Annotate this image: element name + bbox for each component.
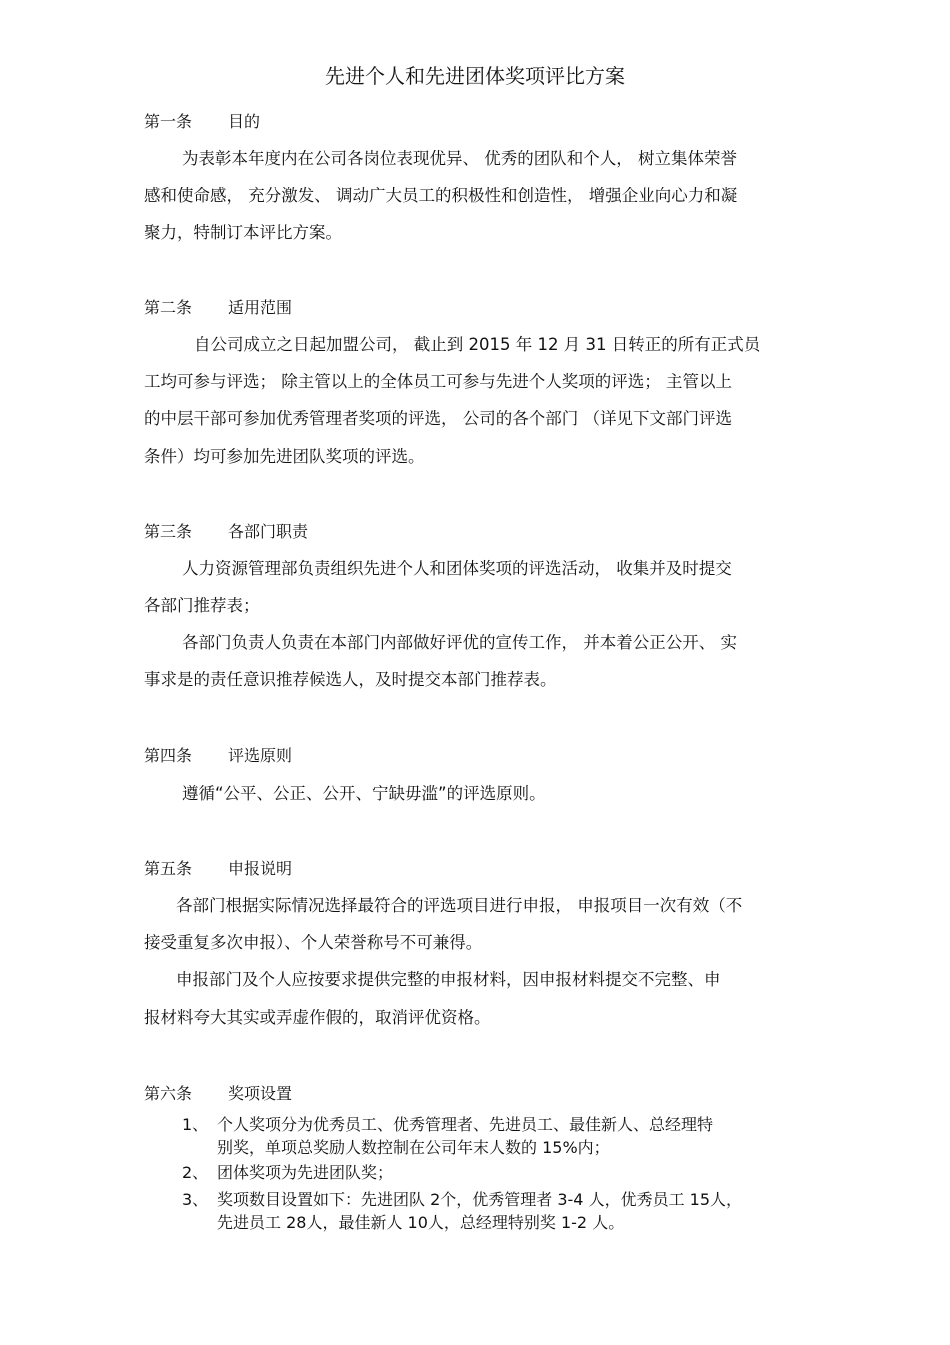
list-item-number: 1、 bbox=[182, 1115, 209, 1134]
section-number: 第一条 bbox=[144, 112, 193, 131]
paragraph-line: 为表彰本年度内在公司各岗位表现优异、 优秀的团队和个人， 树立集体荣誉 bbox=[182, 149, 737, 168]
section-name: 适用范围 bbox=[228, 298, 293, 317]
paragraph-line: 遵循“公平、公正、公开、宁缺毋滥”的评选原则。 bbox=[182, 784, 546, 803]
paragraph-line: 各部门推荐表； bbox=[144, 596, 260, 615]
section-number: 第二条 bbox=[144, 298, 193, 317]
paragraph-line: 报材料夸大其实或弄虚作假的，取消评优资格。 bbox=[144, 1008, 491, 1027]
paragraph-line: 聚力，特制订本评比方案。 bbox=[144, 223, 342, 242]
section-number: 第四条 bbox=[144, 746, 193, 765]
paragraph-line: 条件）均可参加先进团队奖项的评选。 bbox=[144, 447, 425, 466]
paragraph-line: 的中层干部可参加优秀管理者奖项的评选， 公司的各个部门 （详见下文部门评选 bbox=[144, 409, 732, 428]
section-number: 第三条 bbox=[144, 522, 193, 541]
section-number: 第五条 bbox=[144, 859, 193, 878]
list-item-number: 3、 bbox=[182, 1190, 209, 1209]
paragraph-line: 自公司成立之日起加盟公司， 截止到 2015 年 12 月 31 日转正的所有正式员 bbox=[194, 335, 761, 354]
document-title: 先进个人和先进团体奖项评比方案 bbox=[325, 64, 625, 88]
section-heading-5 bbox=[144, 857, 292, 881]
list-item-line: 个人奖项分为优秀员工、优秀管理者、先进员工、最佳新人、总经理特 bbox=[217, 1115, 714, 1134]
section-heading-3 bbox=[144, 520, 308, 544]
section-name: 申报说明 bbox=[228, 859, 293, 878]
list-item-line: 奖项数目设置如下：先进团队 2个，优秀管理者 3-4 人，优秀员工 15人， bbox=[217, 1190, 743, 1209]
section-name: 各部门职责 bbox=[228, 522, 309, 541]
list-item-line: 先进员工 28人，最佳新人 10人，总经理特别奖 1-2 人。 bbox=[217, 1213, 625, 1232]
section-heading-4 bbox=[144, 744, 292, 768]
section-number: 第六条 bbox=[144, 1084, 193, 1103]
paragraph-line: 各部门根据实际情况选择最符合的评选项目进行申报， 申报项目一次有效（不 bbox=[176, 896, 743, 915]
section-name: 评选原则 bbox=[228, 746, 293, 765]
list-item-line: 别奖，单项总奖励人数控制在公司年末人数的 15%内； bbox=[217, 1138, 610, 1157]
paragraph-line: 申报部门及个人应按要求提供完整的申报材料，因申报材料提交不完整、申 bbox=[176, 970, 721, 989]
list-item-number: 2、 bbox=[182, 1163, 209, 1182]
paragraph-line: 工均可参与评选； 除主管以上的全体员工可参与先进个人奖项的评选； 主管以上 bbox=[144, 372, 732, 391]
section-heading-2 bbox=[144, 296, 292, 320]
paragraph-line: 感和使命感， 充分激发、 调动广大员工的积极性和创造性， 增强企业向心力和凝 bbox=[144, 186, 738, 205]
paragraph-line: 人力资源管理部负责组织先进个人和团体奖项的评选活动， 收集并及时提交 bbox=[182, 559, 732, 578]
section-heading-1 bbox=[144, 110, 260, 134]
paragraph-line: 各部门负责人负责在本部门内部做好评优的宣传工作， 并本着公正公开、 实 bbox=[182, 633, 737, 652]
paragraph-line: 事求是的责任意识推荐候选人，及时提交本部门推荐表。 bbox=[144, 670, 557, 689]
section-heading-6 bbox=[144, 1082, 292, 1106]
section-name: 奖项设置 bbox=[228, 1084, 293, 1103]
paragraph-line: 接受重复多次申报）、个人荣誉称号不可兼得。 bbox=[144, 933, 483, 952]
section-name: 目的 bbox=[228, 112, 261, 131]
list-item-line: 团体奖项为先进团队奖； bbox=[217, 1163, 394, 1182]
